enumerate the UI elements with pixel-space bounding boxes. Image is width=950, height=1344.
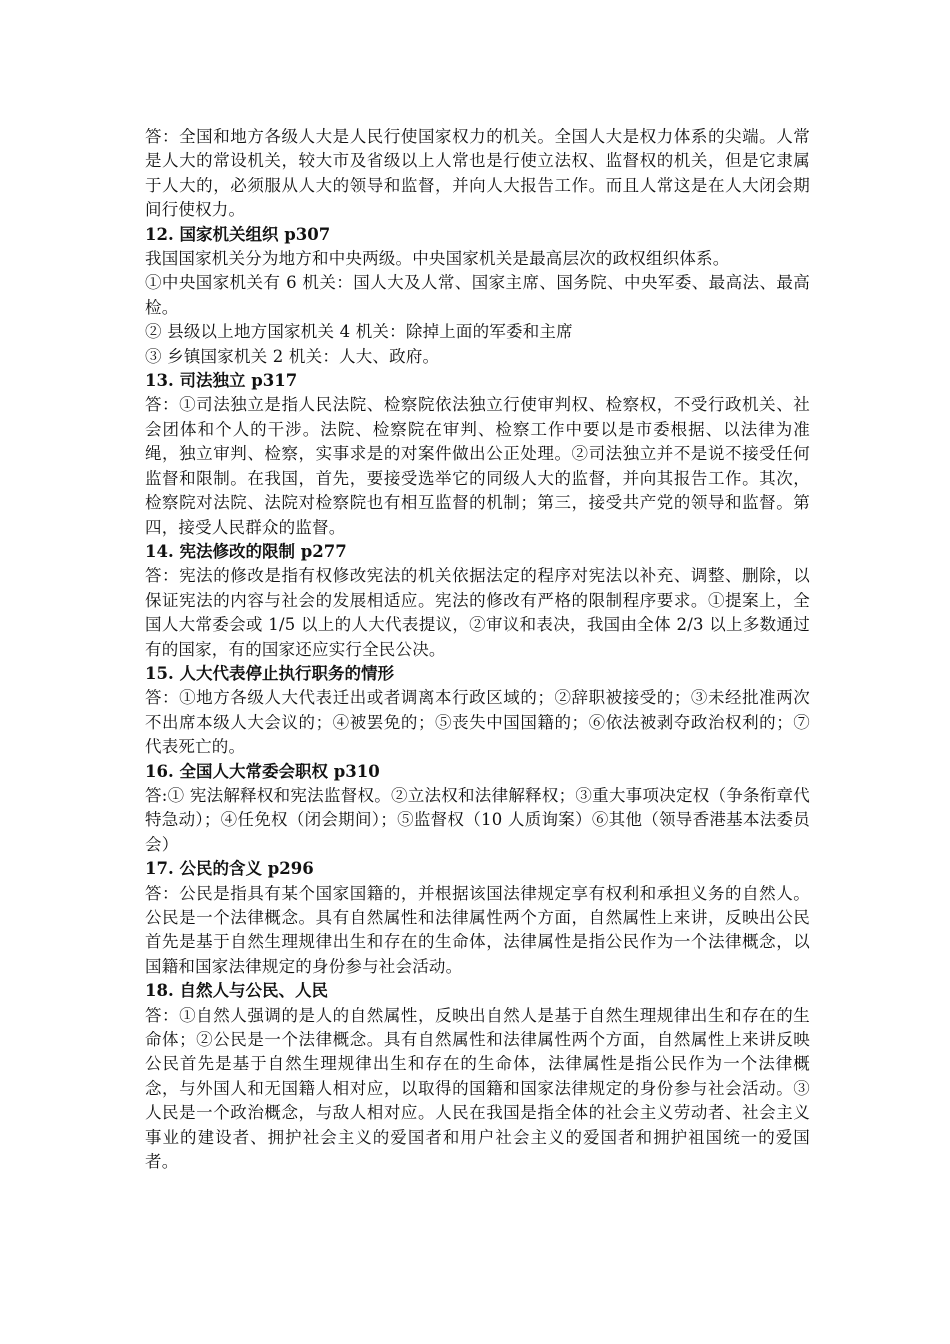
- section-heading: 13. 司法独立 p317: [145, 371, 298, 391]
- answer-paragraph: 答：全国和地方各级人大是人民行使国家权力的机关。全国人大是权力体系的尖端。人常是人大的常设机关，较大市及省级以上人常也是行使立法权、监督权的机关，但是它隶属于人大的，必须服从人大的领导和监督，并向人大报告工作。而且人常这是在人大闭会期间行使权力。: [145, 127, 810, 220]
- section-heading: 16. 全国人大常委会职权 p310: [145, 761, 380, 781]
- answer-paragraph: 我国国家机关分为地方和中央两级。中央国家机关是最高层次的政权组织体系。: [145, 249, 730, 269]
- section-heading: 17. 公民的含义 p296: [145, 859, 314, 879]
- answer-paragraph: 答:① 宪法解释权和宪法监督权。②立法权和法律解释权；③重大事项决定权（争条衔章代特急动）；④任免权（闭会期间）；⑤监督权（10 人质询案）⑥其他（领导香港基本法委员会）: [145, 785, 810, 854]
- section-heading: 12. 国家机关组织 p307: [145, 224, 331, 244]
- section-heading: 18. 自然人与公民、人民: [145, 981, 328, 1001]
- section-heading: 15. 人大代表停止执行职务的情形: [145, 663, 394, 683]
- answer-paragraph: 答：①司法独立是指人民法院、检察院依法独立行使审判权、检察权，不受行政机关、社会团体和个人的干涉。法院、检察院在审判、检察工作中要以是市委根据、以法律为准绳，独立审判、检察，实事求是的对案件做出公正处理。②司法独立并不是说不接受任何监督和限制。在我国，首先，要接受选举它的同级人大的监督，并向其报告工作。其次，检察院对法院、法院对检察院也有相互监督的机制；第三，接受共产党的领导和监督。第四，接受人民群众的监督。: [145, 395, 810, 537]
- answer-paragraph: 答：①自然人强调的是人的自然属性，反映出自然人是基于自然生理规律出生和存在的生命体；②公民是一个法律概念。具有自然属性和法律属性两个方面，自然属性上来讲反映公民首先是基于自然生理规律出生和存在的生命体，法律属性是指公民作为一个法律概念，与外国人和无国籍人相对应，以取得的国籍和国家法律规定的身份参与社会活动。③人民是一个政治概念，与敌人相对应。人民在我国是指全体的社会主义劳动者、社会主义事业的建设者、拥护社会主义的爱国者和用户社会主义的爱国者和拥护祖国统一的爱国者。: [145, 1005, 810, 1172]
- answer-paragraph: 答：①地方各级人大代表迁出或者调离本行政区域的；②辞职被接受的；③未经批准两次不出席本级人大会议的；④被罢免的；⑤丧失中国国籍的；⑥依法被剥夺政治权利的；⑦代表死亡的。: [145, 688, 810, 757]
- answer-paragraph: ② 县级以上地方国家机关 4 机关：除掉上面的军委和主席: [145, 322, 573, 342]
- section-heading: 14. 宪法修改的限制 p277: [145, 541, 347, 561]
- answer-paragraph: 答：宪法的修改是指有权修改宪法的机关依据法定的程序对宪法以补充、调整、删除，以保证宪法的内容与社会的发展相适应。宪法的修改有严格的限制程序要求。①提案上，全国人大常委会或 1/5 以上的人大代表提议，②审议和表决，我国由全体 2/3 以上多数通过有的国家，有的国家还应实行全民公决。: [145, 566, 810, 659]
- answer-paragraph: ①中央国家机关有 6 机关：国人大及人常、国家主席、国务院、中央军委、最高法、最高检。: [145, 273, 810, 317]
- answer-paragraph: 答：公民是指具有某个国家国籍的，并根据该国法律规定享有权利和承担义务的自然人。公民是一个法律概念。具有自然属性和法律属性两个方面，自然属性上来讲，反映出公民首先是基于自然生理规律出生和存在的生命体，法律属性是指公民作为一个法律概念，以国籍和国家法律规定的身份参与社会活动。: [145, 883, 810, 976]
- answer-paragraph: ③ 乡镇国家机关 2 机关：人大、政府。: [145, 346, 440, 366]
